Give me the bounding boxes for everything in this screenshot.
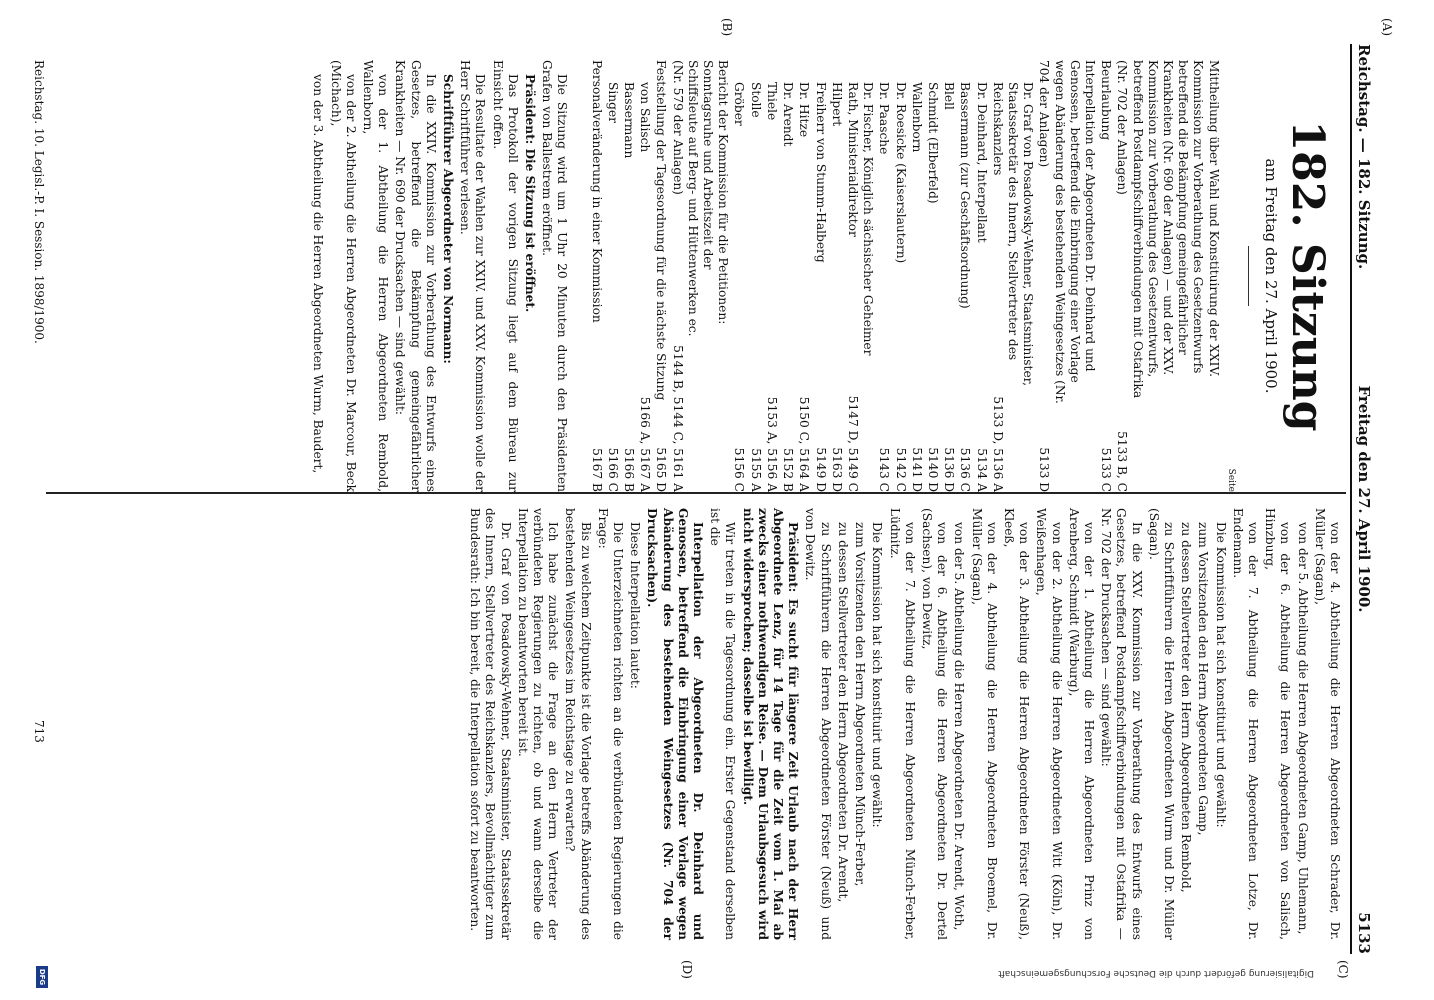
margin-letter-a: (A) [1380, 18, 1394, 37]
toc-entry [1036, 60, 1097, 492]
body-paragraph: Die Kommission hat sich konstituirt und gewählt: [1213, 522, 1228, 828]
toc-entry [748, 60, 763, 492]
toc-entry-page: 5167 B [589, 448, 604, 492]
toc-entry [605, 60, 620, 492]
toc-entry-text: Bericht der Kommission für die Petitionen: Sonntagsruhe und Arbeitszeit der Schiffsleute auf Berg- und Hüttenwerken ec. (Nr. 579 der Anlagen) [670, 60, 731, 337]
body-paragraph: von der 3. Abtheilung die Herren Abgeordneten Förster (Neuß), Kleeß, [1001, 508, 1032, 940]
body-paragraph: In die XXV. Kommission zur Vorberathung des Entwurfs eines Gesetzes, betreffend Postdampfschiffverbindungen mit Ostafrika — Nr. 702 der Drucksachen — sind gewählt: [1099, 508, 1144, 940]
toc-entry [973, 60, 988, 492]
session-title: 182. Sitzung [1282, 120, 1333, 432]
toc-entry-text: Wallenborn [909, 82, 924, 153]
body-paragraph: von der 6. Abtheilung die Herren Abgeordneten von Salisch, Hinzburg, [1263, 508, 1293, 940]
body-paragraph: Präsident: Die Sitzung ist eröffnet. [523, 74, 538, 313]
body-paragraph: Das Protokoll der vorigen Sitzung liegt auf dem Büreau zur Einsicht offen. [490, 60, 520, 492]
toc-entry-page: 5144 B, 5144 C, 5161 A [670, 345, 685, 492]
header-center: Freitag den 27. April 1900. [1355, 385, 1374, 613]
toc-entry-page: 5156 C [732, 447, 747, 492]
toc-entry-text: Hilpert [829, 82, 844, 127]
toc-entry [876, 60, 891, 492]
body-paragraph: Dr. Graf von Posadowsky-Wehner, Staatsminister, Staatssekretär des Innern, Stellvertreter des Reichskanzlers, Bevollmächtigter zum Bundesrath: Ich bin bereit, die Interpellation sofort zu beantworten. [468, 508, 513, 940]
body-paragraph: von der 2. Abtheilung die Herren Abgeordneten Dr. Marcour, Beck (Michach), [328, 60, 358, 492]
toc-entry-page: 5153 A, 5156 A [764, 396, 779, 492]
toc-entry-page: 5149 D [813, 447, 828, 492]
toc-entry-text: Feststellung der Tagesordnung für die nächste Sitzung [654, 60, 669, 401]
body-paragraph: von der 1. Abtheilung die Herren Abgeordneten Prinz von Arenberg, Schmidt (Warburg), [1066, 508, 1096, 940]
body-paragraph: von der 4. Abtheilung die Herren Abgeordneten Schrader, Dr. Müller (Sagan), [1312, 508, 1342, 940]
body-paragraph: Die Kommission hat sich konstituirt und gewählt: [870, 522, 885, 828]
toc-entry [796, 60, 811, 492]
toc-entry-text: Stolle [748, 82, 763, 118]
body-paragraph: Bis zu welchem Zeitpunkte ist die Vorlage betreffs Abänderung des bestehenden Weingesetzes im Reichstage zu erwarten? [563, 508, 593, 940]
toc-entry [957, 60, 972, 492]
body-paragraph: Wir treten in die Tagesordnung ein. Erster Gegenstand derselben ist die [708, 508, 738, 940]
margin-letter-d: (D) [680, 960, 694, 979]
toc-entry-text: Interpellation der Abgeordneten Dr. Deinhard und Genossen, betreffend die Einbringung einer Vorlage wegen Abänderung des bestehenden Weingesetzes (Nr. 704 der Anlagen) [1037, 60, 1097, 404]
footer-imprint: Reichstag. 10. Legisl.-P. I. Session. 1898/1900. [32, 60, 46, 344]
toc-page-label: Seite [1225, 468, 1236, 492]
toc-entry-text: von Salisch [638, 82, 653, 153]
body-paragraph: zum Vorsitzenden den Herrn Abgeordneten Münch-Ferber, [853, 522, 868, 887]
toc-entry-page: 5166 C [605, 447, 620, 492]
body-paragraph: zu dessen Stellvertreter den Herrn Abgeordneten Rembold, [1179, 522, 1194, 893]
toc-entry-text: Singer [605, 82, 620, 123]
toc-entry-page: 5133 B, C [1115, 431, 1130, 492]
toc-entry-page: 5152 B [781, 448, 796, 492]
toc-entry [990, 60, 1036, 492]
toc-entry [845, 60, 875, 492]
toc-entry [764, 60, 779, 492]
toc-entry [731, 60, 746, 492]
body-paragraph: Die Unterzeichneten richten an die verbündeten Regierungen die Frage: [595, 508, 626, 940]
body-paragraph: Schriftführer Abgeordneter von Normann: [441, 74, 456, 364]
toc-entry-page: 5136 D [942, 447, 957, 492]
body-paragraph: Diese Interpellation lautet: [628, 522, 643, 689]
toc-entry-text: Thiele [764, 82, 779, 121]
toc-entry [621, 60, 636, 492]
page-number: 5133 [1355, 912, 1374, 954]
toc-entry-page: 5140 D [925, 447, 940, 492]
session-date: am Freitag den 27. April 1900. [1262, 158, 1280, 394]
margin-letter-b: (B) [720, 18, 734, 37]
toc-entry-page: 5166 B [622, 448, 637, 492]
left-body [310, 60, 569, 492]
body-paragraph: von der 2. Abtheilung die Herren Abgeordneten Witt (Köln), Dr. Weißenhagen, [1034, 508, 1064, 940]
toc-entry-page: 5141 D [909, 447, 924, 492]
toc-entry-page: 5147 D, 5149 C [845, 395, 860, 492]
toc-entry-text: Dr. Fischer, Königlich sächsischer Geheimer Rath, Ministerialdirektor [845, 82, 876, 356]
body-paragraph: von der 4. Abtheilung die Herren Abgeordneten Broemel, Dr. Müller (Sagan), [969, 508, 999, 940]
toc-entry-page: 5142 C [893, 447, 908, 492]
toc-entry-text: Dr. Roesicke (Kaiserslautern) [893, 82, 908, 264]
funding-notice-text: Digitalisierung gefördert durch die Deutsche Forschungsgemeinschaft [998, 968, 1314, 978]
toc-entry-page: 5150 C, 5164 A [797, 396, 812, 492]
toc-entry [909, 60, 924, 492]
toc-entry [892, 60, 907, 492]
toc-entry-page: 5134 A [974, 448, 989, 492]
body-paragraph: von der 7. Abtheilung die Herren Abgeordneten Münch-Ferber, Lüdnitz. [887, 508, 917, 940]
toc-entry [653, 60, 668, 492]
toc-entry-page: 5133 D [1037, 447, 1052, 492]
toc-entry [588, 60, 603, 492]
toc-entry-page: 5165 D [654, 447, 669, 492]
toc-entry-text: Mittheilung über Wahl und Konstituirung der XXIV. Kommission zur Vorberathung des Gesetzentwurfs betreffend die Bekämpfung gemeingefährlicher Krankheiten (Nr. 690 der Anlagen) — und der XXV. Kommission zur Vorberathung des Gesetzentwurfs, betreffend Postdampfschiffverbindungen mit Ostafrika (Nr. 702 der Anlagen) [1115, 60, 1221, 399]
toc-entry-text: Beurlaubung [1099, 60, 1114, 141]
right-column [465, 508, 1342, 940]
body-paragraph: von der 5. Abtheilung die Herren Abgeordneten Dr. Arendt, Woth, [952, 522, 967, 931]
body-paragraph: Die Resultate der Wahlen zur XXIV. und XXV. Kommission wolle der Herr Schriftführer verlesen. [458, 60, 488, 492]
body-paragraph: von der 3. Abtheilung die Herren Abgeordneten Wurm, Baudert, [311, 74, 326, 474]
body-paragraph: von der 6. Abtheilung die Herren Abgeordneten Dr. Dertel (Sachsen), von Dewitz, [919, 508, 950, 940]
body-paragraph: von der 1. Abtheilung die Herren Abgeordneten Rembold, Wallenborn, [361, 60, 391, 492]
toc-entry-page: 5166 A, 5167 A [638, 396, 653, 492]
title-separator [1248, 246, 1249, 306]
body-paragraph: von der 7. Abtheilung die Herren Abgeordneten Lotze, Dr. Endemann. [1230, 508, 1260, 940]
body-paragraph: zu Schriftführern die Herren Abgeordneten Förster (Neuß) und von Dewitz. [803, 508, 833, 940]
toc-entry-page: 5133 C [1099, 447, 1114, 492]
toc-entry-text: Bassermann (zur Geschäftsordnung) [958, 82, 973, 309]
toc-entry-page: 5133 D, 5136 A [990, 396, 1005, 492]
toc-entry-text: Personalveränderung in einer Kommission [589, 60, 604, 323]
toc-entry-text: Bassermann [622, 82, 637, 159]
toc-entry [829, 60, 844, 492]
body-paragraph: zu Schriftführern die Herren Abgeordneten Wurm und Dr. Müller (Sagan). [1146, 508, 1176, 940]
body-paragraph: zum Vorsitzenden den Herrn Abgeordneten Gamp, [1196, 522, 1211, 836]
toc-entry-text: Schmidt (Elberfeld) [925, 82, 940, 204]
toc-entry [941, 60, 956, 492]
margin-letter-c: (C) [1336, 960, 1350, 979]
body-paragraph: Ich habe zunächst die Frage an den Herrn Vertreter der verbündeten Regierungen zu richten, ob und wann derselbe die Interpellation zu beantworten bereit ist. [515, 508, 561, 940]
toc-entry [812, 60, 827, 492]
toc-entry-text: Dr. Arendt [781, 82, 796, 147]
running-header [1350, 44, 1378, 954]
toc-entry-text: Dr. Hitze [797, 82, 812, 138]
body-paragraph: von der 5. Abtheilung die Herren Abgeordneten Gamp, Uhlemann, [1295, 522, 1310, 935]
funding-notice [14, 968, 1314, 982]
toc-entry-page: 5155 A [748, 448, 763, 492]
body-paragraph: Präsident: Es sucht für längere Zeit Urlaub nach der Herr Abgeordnete Lenz, für 14 Tage für die Zeit vom 1. Mai ab zwecks einer nothwendigen Reise. — Dem Urlaubsgesuch wird nicht widersprochen; dasselbe ist bewilligt. [740, 508, 801, 940]
toc-entry-text: Blell [942, 82, 957, 110]
toc-entry-text: Gröber [732, 82, 747, 126]
body-paragraph: zu dessen Stellvertreter den Herrn Abgeordneten Dr. Arendt, [835, 522, 850, 903]
toc-entry [1098, 60, 1113, 492]
toc-entry [925, 60, 940, 492]
body-paragraph: In die XXIV. Kommission zur Vorberathung des Entwurfs eines Gesetzes, betreffend die Bekämpfung gemeingefährlicher Krankheiten — Nr. 690 der Drucksachen — sind gewählt: [393, 60, 438, 492]
table-of-contents [588, 60, 1220, 492]
toc-entry-text: Dr. Paasche [877, 82, 892, 155]
toc-entry [637, 60, 652, 492]
right-body [467, 508, 1342, 940]
sheet-number: 713 [32, 720, 46, 743]
toc-entry [780, 60, 795, 492]
body-paragraph: Die Sitzung wird um 1 Uhr 20 Minuten durch den Präsidenten Grafen von Ballestrem eröffnet. [540, 60, 570, 492]
dfg-logo: DFG [36, 966, 48, 988]
toc-entry-page: 5163 D [829, 447, 844, 492]
left-column [308, 60, 1342, 492]
column-divider [46, 492, 1346, 494]
body-paragraph: Interpellation der Abgeordneten Dr. Deinhard und Genossen, betreffend die Einbringung einer Vorlage wegen Abänderung des bestehenden Weingesetzes (Nr. 704 der Drucksachen). [645, 508, 706, 940]
toc-entry-page: 5143 C [877, 447, 892, 492]
toc-entry-page: 5136 C [958, 447, 973, 492]
toc-entry-text: Freiherr von Stumm-Halberg [813, 82, 828, 263]
toc-entry [669, 60, 730, 492]
toc-entry [1114, 60, 1220, 492]
header-left: Reichstag. — 182. Sitzung. [1355, 44, 1374, 270]
toc-entry-text: Dr. Deinhard, Interpellant [974, 82, 989, 243]
toc-entry-text: Dr. Graf von Posadowsky-Wehner, Staatsminister, Staatssekretär des Innern, Stellvertreter des Reichskanzlers [990, 82, 1036, 387]
